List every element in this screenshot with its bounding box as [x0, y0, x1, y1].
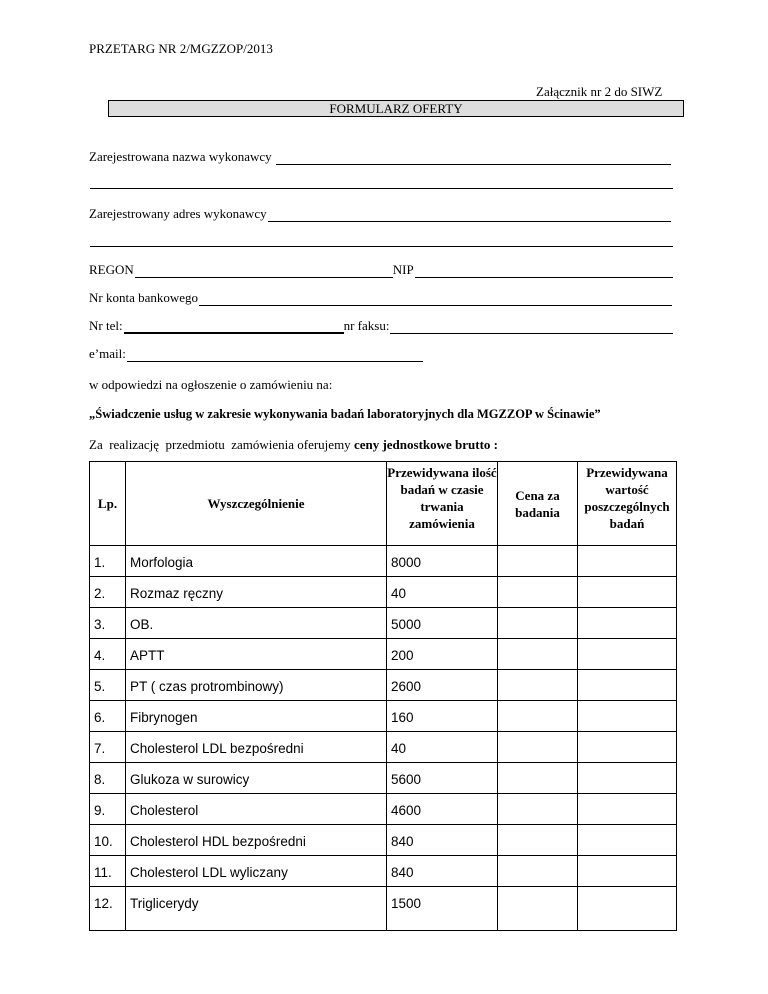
table-header-row: [90, 462, 677, 546]
name-field[interactable]: [89, 149, 671, 165]
row-qty: 1500: [387, 887, 498, 931]
row-qty: 8000: [387, 546, 498, 577]
row-name: OB.: [126, 608, 387, 639]
row-qty: 840: [387, 856, 498, 887]
row-price-input[interactable]: [498, 794, 578, 825]
offer-intro: [89, 437, 498, 453]
row-value-input[interactable]: [578, 856, 677, 887]
nip-line[interactable]: [415, 266, 673, 278]
row-name: Rozmaz ręczny: [126, 577, 387, 608]
header-item: Wyszczególnienie: [126, 462, 387, 546]
offer-intro-bold: ceny jednostkowe brutto :: [353, 437, 499, 452]
running-title: PRZETARG NR 2/MGZZOP/2013: [89, 41, 273, 56]
row-qty: 40: [387, 732, 498, 763]
row-price-input[interactable]: [498, 732, 578, 763]
row-lp: 1.: [90, 546, 126, 577]
row-lp: 2.: [90, 577, 126, 608]
table-row: [90, 825, 677, 856]
row-value-input[interactable]: [578, 701, 677, 732]
row-lp: 4.: [90, 639, 126, 670]
row-lp: 5.: [90, 670, 126, 701]
regon-nip-field[interactable]: [89, 262, 673, 278]
table-row: [90, 887, 677, 931]
table-row: [90, 608, 677, 639]
table-row: [90, 546, 677, 577]
table-row: [90, 794, 677, 825]
account-field[interactable]: [89, 290, 672, 306]
name-line-2[interactable]: [90, 188, 673, 189]
subject-title: „Świadczenie usług w zakresie wykonywania badań laboratoryjnych dla MGZZOP w Ścinawie”: [89, 407, 601, 421]
row-value-input[interactable]: [578, 639, 677, 670]
row-price-input[interactable]: [498, 701, 578, 732]
row-qty: 2600: [387, 670, 498, 701]
address-line-2[interactable]: [90, 246, 673, 247]
nip-label: NIP: [392, 262, 414, 277]
phone-line[interactable]: [124, 321, 344, 334]
form-title-box: [108, 100, 684, 117]
header-value: Przewidywana wartość poszczególnych badań: [578, 462, 677, 546]
row-value-input[interactable]: [578, 670, 677, 701]
address-line[interactable]: [268, 210, 671, 222]
row-value-input[interactable]: [578, 825, 677, 856]
row-lp: 8.: [90, 763, 126, 794]
table-row: [90, 701, 677, 732]
row-lp: 12.: [90, 887, 126, 931]
row-price-input[interactable]: [498, 546, 578, 577]
attachment-label: Załącznik nr 2 do SIWZ: [536, 84, 663, 99]
row-value-input[interactable]: [578, 763, 677, 794]
row-qty: 5600: [387, 763, 498, 794]
row-name: Cholesterol LDL wyliczany: [126, 856, 387, 887]
table-row: [90, 670, 677, 701]
table-row: [90, 639, 677, 670]
row-price-input[interactable]: [498, 887, 578, 931]
row-name: Cholesterol: [126, 794, 387, 825]
table-row: [90, 577, 677, 608]
row-name: PT ( czas protrombinowy): [126, 670, 387, 701]
regon-label: REGON: [89, 262, 134, 277]
row-lp: 3.: [90, 608, 126, 639]
row-lp: 6.: [90, 701, 126, 732]
form-title: FORMULARZ OFERTY: [329, 101, 463, 116]
row-price-input[interactable]: [498, 670, 578, 701]
email-line[interactable]: [127, 350, 423, 362]
address-field[interactable]: [89, 206, 671, 222]
row-value-input[interactable]: [578, 732, 677, 763]
row-price-input[interactable]: [498, 856, 578, 887]
row-qty: 200: [387, 639, 498, 670]
account-label: Nr konta bankowego: [89, 290, 199, 305]
row-name: Fibrynogen: [126, 701, 387, 732]
row-lp: 7.: [90, 732, 126, 763]
row-name: APTT: [126, 639, 387, 670]
email-field[interactable]: [89, 346, 423, 362]
row-qty: 40: [387, 577, 498, 608]
name-label: Zarejestrowana nazwa wykonawcy: [89, 149, 275, 164]
table-row: [90, 856, 677, 887]
row-price-input[interactable]: [498, 825, 578, 856]
row-price-input[interactable]: [498, 608, 578, 639]
row-price-input[interactable]: [498, 639, 578, 670]
row-value-input[interactable]: [578, 608, 677, 639]
email-label: e’mail:: [89, 346, 126, 361]
row-lp: 9.: [90, 794, 126, 825]
phone-label: Nr tel:: [89, 318, 123, 333]
row-value-input[interactable]: [578, 887, 677, 931]
row-qty: 160: [387, 701, 498, 732]
table-row: [90, 763, 677, 794]
row-name: Glukoza w surowicy: [126, 763, 387, 794]
row-value-input[interactable]: [578, 794, 677, 825]
header-lp: Lp.: [90, 462, 126, 546]
price-table: [89, 461, 677, 931]
response-text: w odpowiedzi na ogłoszenie o zamówieniu na:: [89, 377, 333, 392]
header-price: Cena za badania: [498, 462, 578, 546]
fax-line[interactable]: [390, 322, 673, 334]
row-lp: 10.: [90, 825, 126, 856]
offer-intro-text: Za realizację przedmiotu zamówienia oferujemy: [89, 437, 354, 452]
name-line[interactable]: [276, 153, 671, 165]
table-row: [90, 732, 677, 763]
phone-fax-field[interactable]: [89, 318, 673, 334]
row-qty: 4600: [387, 794, 498, 825]
fax-label: nr faksu:: [343, 318, 390, 333]
row-price-input[interactable]: [498, 577, 578, 608]
row-name: Triglicerydy: [126, 887, 387, 931]
row-price-input[interactable]: [498, 763, 578, 794]
account-line[interactable]: [199, 294, 672, 306]
row-name: Morfologia: [126, 546, 387, 577]
address-label: Zarejestrowany adres wykonawcy: [89, 206, 267, 221]
row-name: Cholesterol LDL bezpośredni: [126, 732, 387, 763]
row-value-input[interactable]: [578, 577, 677, 608]
row-qty: 840: [387, 825, 498, 856]
regon-line[interactable]: [135, 266, 393, 278]
row-value-input[interactable]: [578, 546, 677, 577]
row-lp: 11.: [90, 856, 126, 887]
row-name: Cholesterol HDL bezpośredni: [126, 825, 387, 856]
header-qty: Przewidywana ilość badań w czasie trwania zamówienia: [387, 462, 498, 546]
row-qty: 5000: [387, 608, 498, 639]
